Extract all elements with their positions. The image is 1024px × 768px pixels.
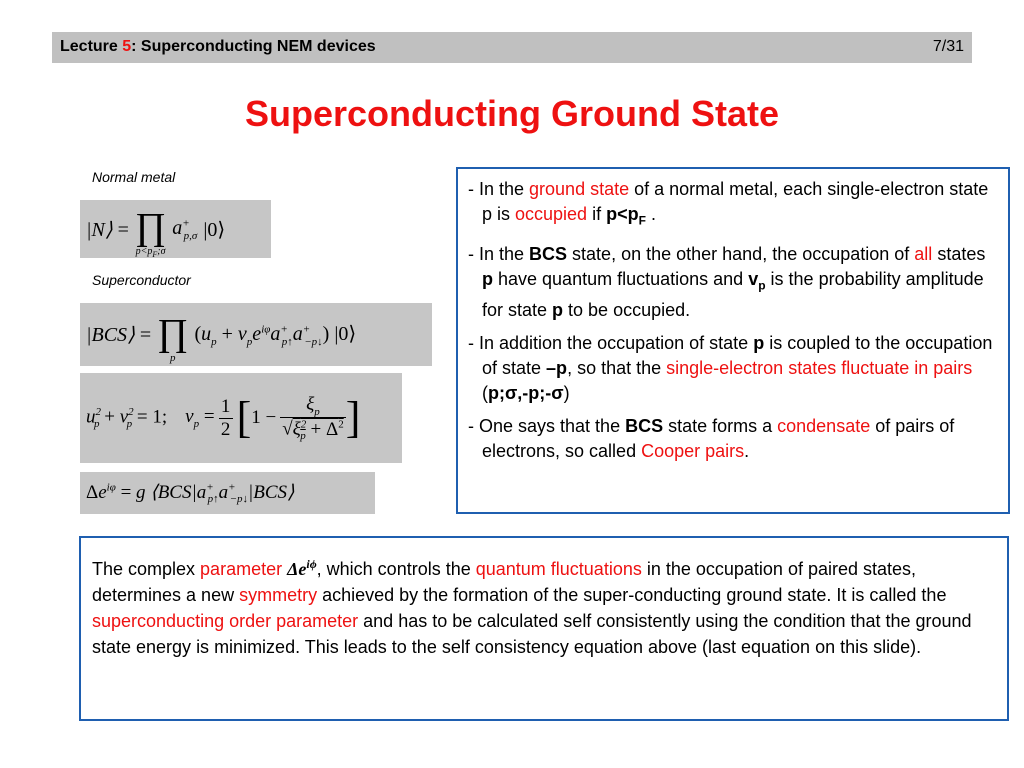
fermi-condition: p<p bbox=[606, 204, 639, 224]
page-number: 7/31 bbox=[932, 38, 964, 55]
order-parameter-panel bbox=[79, 536, 1009, 721]
highlight-parameter: parameter bbox=[200, 559, 288, 579]
bcs-bold: BCS bbox=[529, 243, 568, 264]
text: The complex bbox=[92, 559, 201, 579]
text: , which controls the bbox=[316, 559, 476, 579]
lecture-number: 5 bbox=[122, 38, 132, 55]
highlight-fluctuate-pairs: single-electron states fluctuate in pairs bbox=[666, 358, 973, 379]
p-bold: p bbox=[552, 300, 564, 321]
equation-bcs-state: |BCS⟩ = ∏ p $(u_p + v_pe^{i\varphi}a^+_{p↑}a^+_{-p↓})$ |0⟩ bbox=[80, 303, 432, 366]
text: if bbox=[587, 204, 607, 224]
order-parameter-symbol: Δe bbox=[287, 559, 307, 579]
pair-notation: p;σ,-p;-σ bbox=[488, 383, 564, 404]
superconductor-caption: Superconductor bbox=[92, 272, 191, 288]
text: is the probability amplitude for state bbox=[482, 268, 984, 321]
text: ) bbox=[563, 383, 570, 404]
text: of a normal metal, each single-electron state p is bbox=[482, 179, 989, 224]
text: state, on the other hand, the occupation of bbox=[567, 243, 915, 264]
text: is coupled to the occupation of state bbox=[482, 333, 993, 379]
order-parameter-text bbox=[92, 551, 997, 660]
p-bold: p bbox=[753, 333, 765, 354]
text: achieved by the formation of the super-conducting ground state. It is called the bbox=[317, 585, 947, 605]
text: . bbox=[645, 204, 656, 224]
highlight-cooper-pairs: Cooper pairs bbox=[641, 441, 745, 462]
text: and has to be calculated self consistently using the condition that the ground state energy is minimized. This leads to the self consistency equation above (last equation on this slide). bbox=[92, 611, 972, 657]
slide-title: Superconducting Ground State bbox=[244, 93, 779, 134]
highlight-quantum-fluctuations: quantum fluctuations bbox=[475, 559, 642, 579]
text: in the occupation of paired states, determines a new bbox=[92, 559, 917, 605]
lecture-prefix: Lecture bbox=[60, 38, 123, 55]
minus-p-bold: –p bbox=[546, 358, 568, 379]
lecture-title: : Superconducting NEM devices bbox=[131, 38, 376, 55]
v-sub: p bbox=[758, 278, 766, 293]
bullet-bcs-fluctuations bbox=[468, 242, 998, 324]
header-bar bbox=[52, 32, 972, 63]
p-bold: p bbox=[482, 268, 493, 289]
v-bold: v bbox=[748, 268, 759, 289]
text: have quantum fluctuations and bbox=[493, 268, 749, 289]
text: states bbox=[932, 243, 986, 264]
highlight-occupied: occupied bbox=[515, 204, 588, 224]
fermi-sub: F bbox=[638, 213, 646, 228]
normal-metal-caption: Normal metal bbox=[92, 169, 176, 185]
highlight-order-parameter: superconducting order parameter bbox=[92, 611, 359, 631]
text: - One says that the bbox=[468, 416, 626, 437]
highlight-condensate: condensate bbox=[777, 416, 871, 437]
text: , so that the bbox=[567, 358, 667, 379]
text: of pairs of electrons, so called bbox=[482, 416, 955, 462]
equation-amplitudes: $u^2_p + v^2_p = 1$; $v_p$ = $\frac{1}{2}$ [ 1 − $\frac{\xi_p}{√\xi^2_p + \Delta^2}$ ] bbox=[80, 373, 402, 463]
text: - In the bbox=[468, 243, 530, 264]
text: state forms a bbox=[663, 416, 778, 437]
text: ( bbox=[482, 383, 488, 404]
bullet-panel bbox=[456, 167, 1010, 514]
bcs-bold: BCS bbox=[625, 416, 664, 437]
equation-normal-state: |N⟩ = ∏ $p<p_F;\sigma$ $a^+_{p,\sigma}$ |0⟩ bbox=[80, 200, 271, 258]
highlight-symmetry: symmetry bbox=[239, 585, 318, 605]
order-parameter-phase: iϕ bbox=[306, 557, 317, 571]
text: - In addition the occupation of state bbox=[468, 333, 754, 354]
text: to be occupied. bbox=[563, 300, 691, 321]
equation-self-consistency: $\Delta e^{i\varphi} = g$ $⟨BCS|a^+_{p↑}a^+_{-p↓}|BCS⟩$ bbox=[80, 472, 375, 514]
bullet-pair-coupling bbox=[468, 331, 998, 406]
lecture-label bbox=[60, 38, 376, 56]
text: - In the bbox=[468, 179, 530, 199]
bullet-ground-state bbox=[468, 177, 998, 234]
text: . bbox=[744, 441, 750, 462]
bullet-condensate bbox=[468, 414, 998, 464]
highlight-all: all bbox=[914, 243, 933, 264]
highlight-ground-state: ground state bbox=[529, 179, 630, 199]
